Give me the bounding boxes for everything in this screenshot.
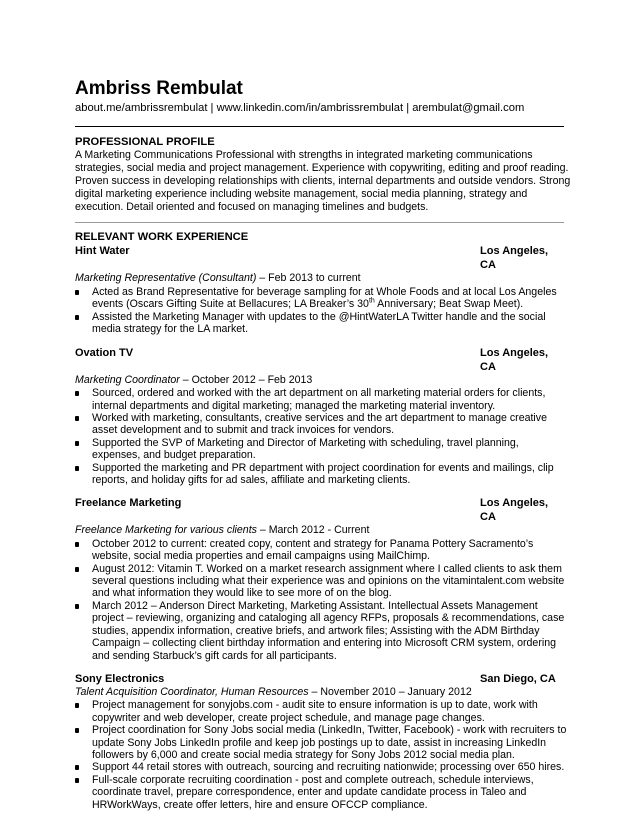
ordinal-superscript: th <box>368 297 375 305</box>
job-header <box>75 244 564 272</box>
job-bullets <box>75 538 564 662</box>
job-header <box>75 496 564 524</box>
bullet-item <box>75 311 564 336</box>
bullet-icon <box>75 604 79 609</box>
job-entry <box>75 346 564 487</box>
bullet-item <box>75 563 564 600</box>
contact-line: about.me/ambrissrembulat | www.linkedin.com/in/ambrissrembulat | arembulat@gmail.com <box>75 102 525 114</box>
job-title-line <box>75 272 564 286</box>
bullet-text: Anniversary; Beat Swap Meet). <box>374 298 524 311</box>
job-dates: – October 2012 – Feb 2013 <box>179 373 313 386</box>
job-company: Sony Electronics <box>75 672 165 685</box>
job-role: Talent Acquisition Coordinator, Human Resources <box>75 685 309 698</box>
bullet-line: Supported the marketing and PR department with project coordination for events and mailings, clip <box>92 461 554 474</box>
bullet-line: and sending Starbuck’s gift cards for all participants. <box>92 649 337 662</box>
bullet-icon <box>75 315 79 320</box>
bullet-line: copywriter and web developer, create project schedule, and manage page changes. <box>92 711 485 724</box>
bullet-line: and what information they would like to see more of on the blog. <box>92 587 392 600</box>
bullet-line: media strategy for the LA market. <box>92 323 249 336</box>
bullet-icon <box>75 542 79 547</box>
bullet-line: followers by 6,000 and create social media strategy for Sony Jobs 2012 social media plan. <box>92 749 515 762</box>
profile-line: strategies, social media and project management. Experience with copywriting, editing and proof reading. <box>75 162 569 175</box>
bullet-icon <box>75 416 79 421</box>
job-company: Ovation TV <box>75 346 134 359</box>
bullet-item <box>75 387 564 412</box>
bullet-item <box>75 437 564 462</box>
job-location: Los Angeles, CA <box>480 346 549 373</box>
bullet-line: project – reviewing, organizing and cataloging all agency RFPs, proposals & recommendations, case <box>92 612 565 625</box>
bullet-line: Worked with marketing, consultants, creative services and the art department to manage creative <box>92 411 547 424</box>
bullet-icon <box>75 567 79 572</box>
job-entry <box>75 672 567 811</box>
job-dates: – March 2012 - Current <box>256 524 370 537</box>
bullet-item <box>75 761 564 773</box>
bullet-line: internal departments and digital marketing; managed the marketing material inventory. <box>92 399 496 412</box>
bullet-item <box>75 774 564 811</box>
profile-text <box>75 149 571 214</box>
profile-line: execution. Detail oriented and focused on managing timelines and budgets. <box>75 201 429 214</box>
bullet-line: website, social media properties and email campaigns using MailChimp. <box>92 550 430 563</box>
profile-line: digital marketing experience including website management, social media planning, strategy and <box>75 188 528 201</box>
job-bullets <box>75 699 567 811</box>
resume-page <box>75 78 571 811</box>
candidate-name: Ambriss Rembulat <box>75 78 243 99</box>
job-entry <box>75 244 564 335</box>
bullet-line: Support 44 retail stores with outreach, sourcing and recruiting nationwide; processing over 650 hires. <box>92 761 565 774</box>
profile-line: Proven success in developing relationships with clients, internal departments and outside vendors. Strong <box>75 175 571 188</box>
bullet-line: HRWorkWays, create offer letters, hire and ensure OFCCP compliance. <box>92 798 428 811</box>
job-company: Freelance Marketing <box>75 497 182 510</box>
bullet-icon <box>75 290 79 295</box>
bullet-text: events (Oscars Gifting Suite at Bellacures; LA Breaker’s 30 <box>92 298 369 311</box>
experience-section-title: RELEVANT WORK EXPERIENCE <box>75 231 249 244</box>
bullet-line: Sourced, ordered and worked with the art department on all marketing material orders for clients, <box>92 387 546 400</box>
bullet-line: Project management for sonyjobs.com - audit site to ensure information is up to date, work with <box>92 699 538 712</box>
job-location: Los Angeles, CA <box>480 497 549 524</box>
bullet-icon <box>75 441 79 446</box>
job-entry <box>75 496 564 662</box>
job-header <box>75 672 564 686</box>
bullet-item <box>75 462 564 487</box>
job-title-line <box>75 374 564 388</box>
bullet-line: August 2012: Vitamin T. Worked on a market research assignment where I called clients to ask them <box>92 562 562 575</box>
job-location: San Diego, CA <box>480 672 556 685</box>
header-divider <box>75 126 564 127</box>
bullet-item <box>75 600 564 662</box>
bullet-line: March 2012 – Anderson Direct Marketing, Marketing Assistant. Intellectual Assets Management <box>92 599 538 612</box>
bullet-icon <box>75 765 79 770</box>
job-list <box>75 244 567 811</box>
job-title-line <box>75 524 564 538</box>
bullet-line: Acted as Brand Representative for beverage sampling for at Whole Foods and at local Los Angeles <box>92 285 557 298</box>
bullet-line: coordinate travel, prepare correspondence, enter and update candidate process in Taleo and <box>92 786 527 799</box>
job-location: Los Angeles, CA <box>480 245 549 272</box>
bullet-icon <box>75 466 79 471</box>
bullet-line: Full-scale corporate recruiting coordination - post and complete outreach, schedule interviews, <box>92 773 534 786</box>
profile-section-title: PROFESSIONAL PROFILE <box>75 136 215 148</box>
job-dates: – November 2010 – January 2012 <box>308 685 472 698</box>
bullet-icon <box>75 728 79 733</box>
bullet-icon <box>75 703 79 708</box>
job-bullets <box>75 286 564 336</box>
bullet-item <box>75 724 567 762</box>
bullet-line: expenses, and budget preparation. <box>92 449 256 462</box>
job-bullets <box>75 387 564 486</box>
job-dates: – Feb 2013 to current <box>256 272 361 285</box>
bullet-line: studies, appendix information, creative briefs, and artwork files; Assisting with the ADM Birthday <box>92 624 540 637</box>
section-divider <box>75 222 564 223</box>
bullet-line: Assisted the Marketing Manager with updates to the @HintWaterLA Twitter handle and the social <box>92 310 546 323</box>
bullet-line: reports, and holiday gifts for ad sales, affiliate and marketing clients. <box>92 473 411 486</box>
bullet-item <box>75 412 564 437</box>
bullet-item <box>75 699 564 724</box>
bullet-icon <box>75 778 79 783</box>
bullet-line: several questions including what their experience was and opinions on the vitamintalent.com website <box>92 575 565 588</box>
bullet-icon <box>75 391 79 396</box>
bullet-item <box>75 286 564 311</box>
job-role: Freelance Marketing for various clients <box>75 524 257 537</box>
bullet-item <box>75 538 564 563</box>
bullet-line: Campaign – collecting client birthday information and entering into Microsoft CRM system, ordering <box>92 637 556 650</box>
bullet-line: asset development and to submit and track invoices for vendors. <box>92 424 395 437</box>
bullet-line: Supported the SVP of Marketing and Director of Marketing with scheduling, travel planning, <box>92 436 519 449</box>
bullet-line: update Sony Jobs LinkedIn profile and keep job postings up to date, assist in increasing LinkedIn <box>92 736 547 749</box>
bullet-line: October 2012 to current: created copy, content and strategy for Panama Pottery Sacramento’s <box>92 537 534 550</box>
job-role: Marketing Coordinator <box>75 373 180 386</box>
job-role: Marketing Representative (Consultant) <box>75 272 257 285</box>
bullet-line <box>92 298 564 310</box>
profile-line: A Marketing Communications Professional with strengths in integrated marketing communications <box>75 149 533 161</box>
job-title-line <box>75 686 564 700</box>
bullet-line: Project coordination for Sony Jobs social media (LinkedIn, Twitter, Facebook) - work with recruiters to <box>92 724 567 737</box>
job-header <box>75 346 564 374</box>
job-company: Hint Water <box>75 245 130 258</box>
